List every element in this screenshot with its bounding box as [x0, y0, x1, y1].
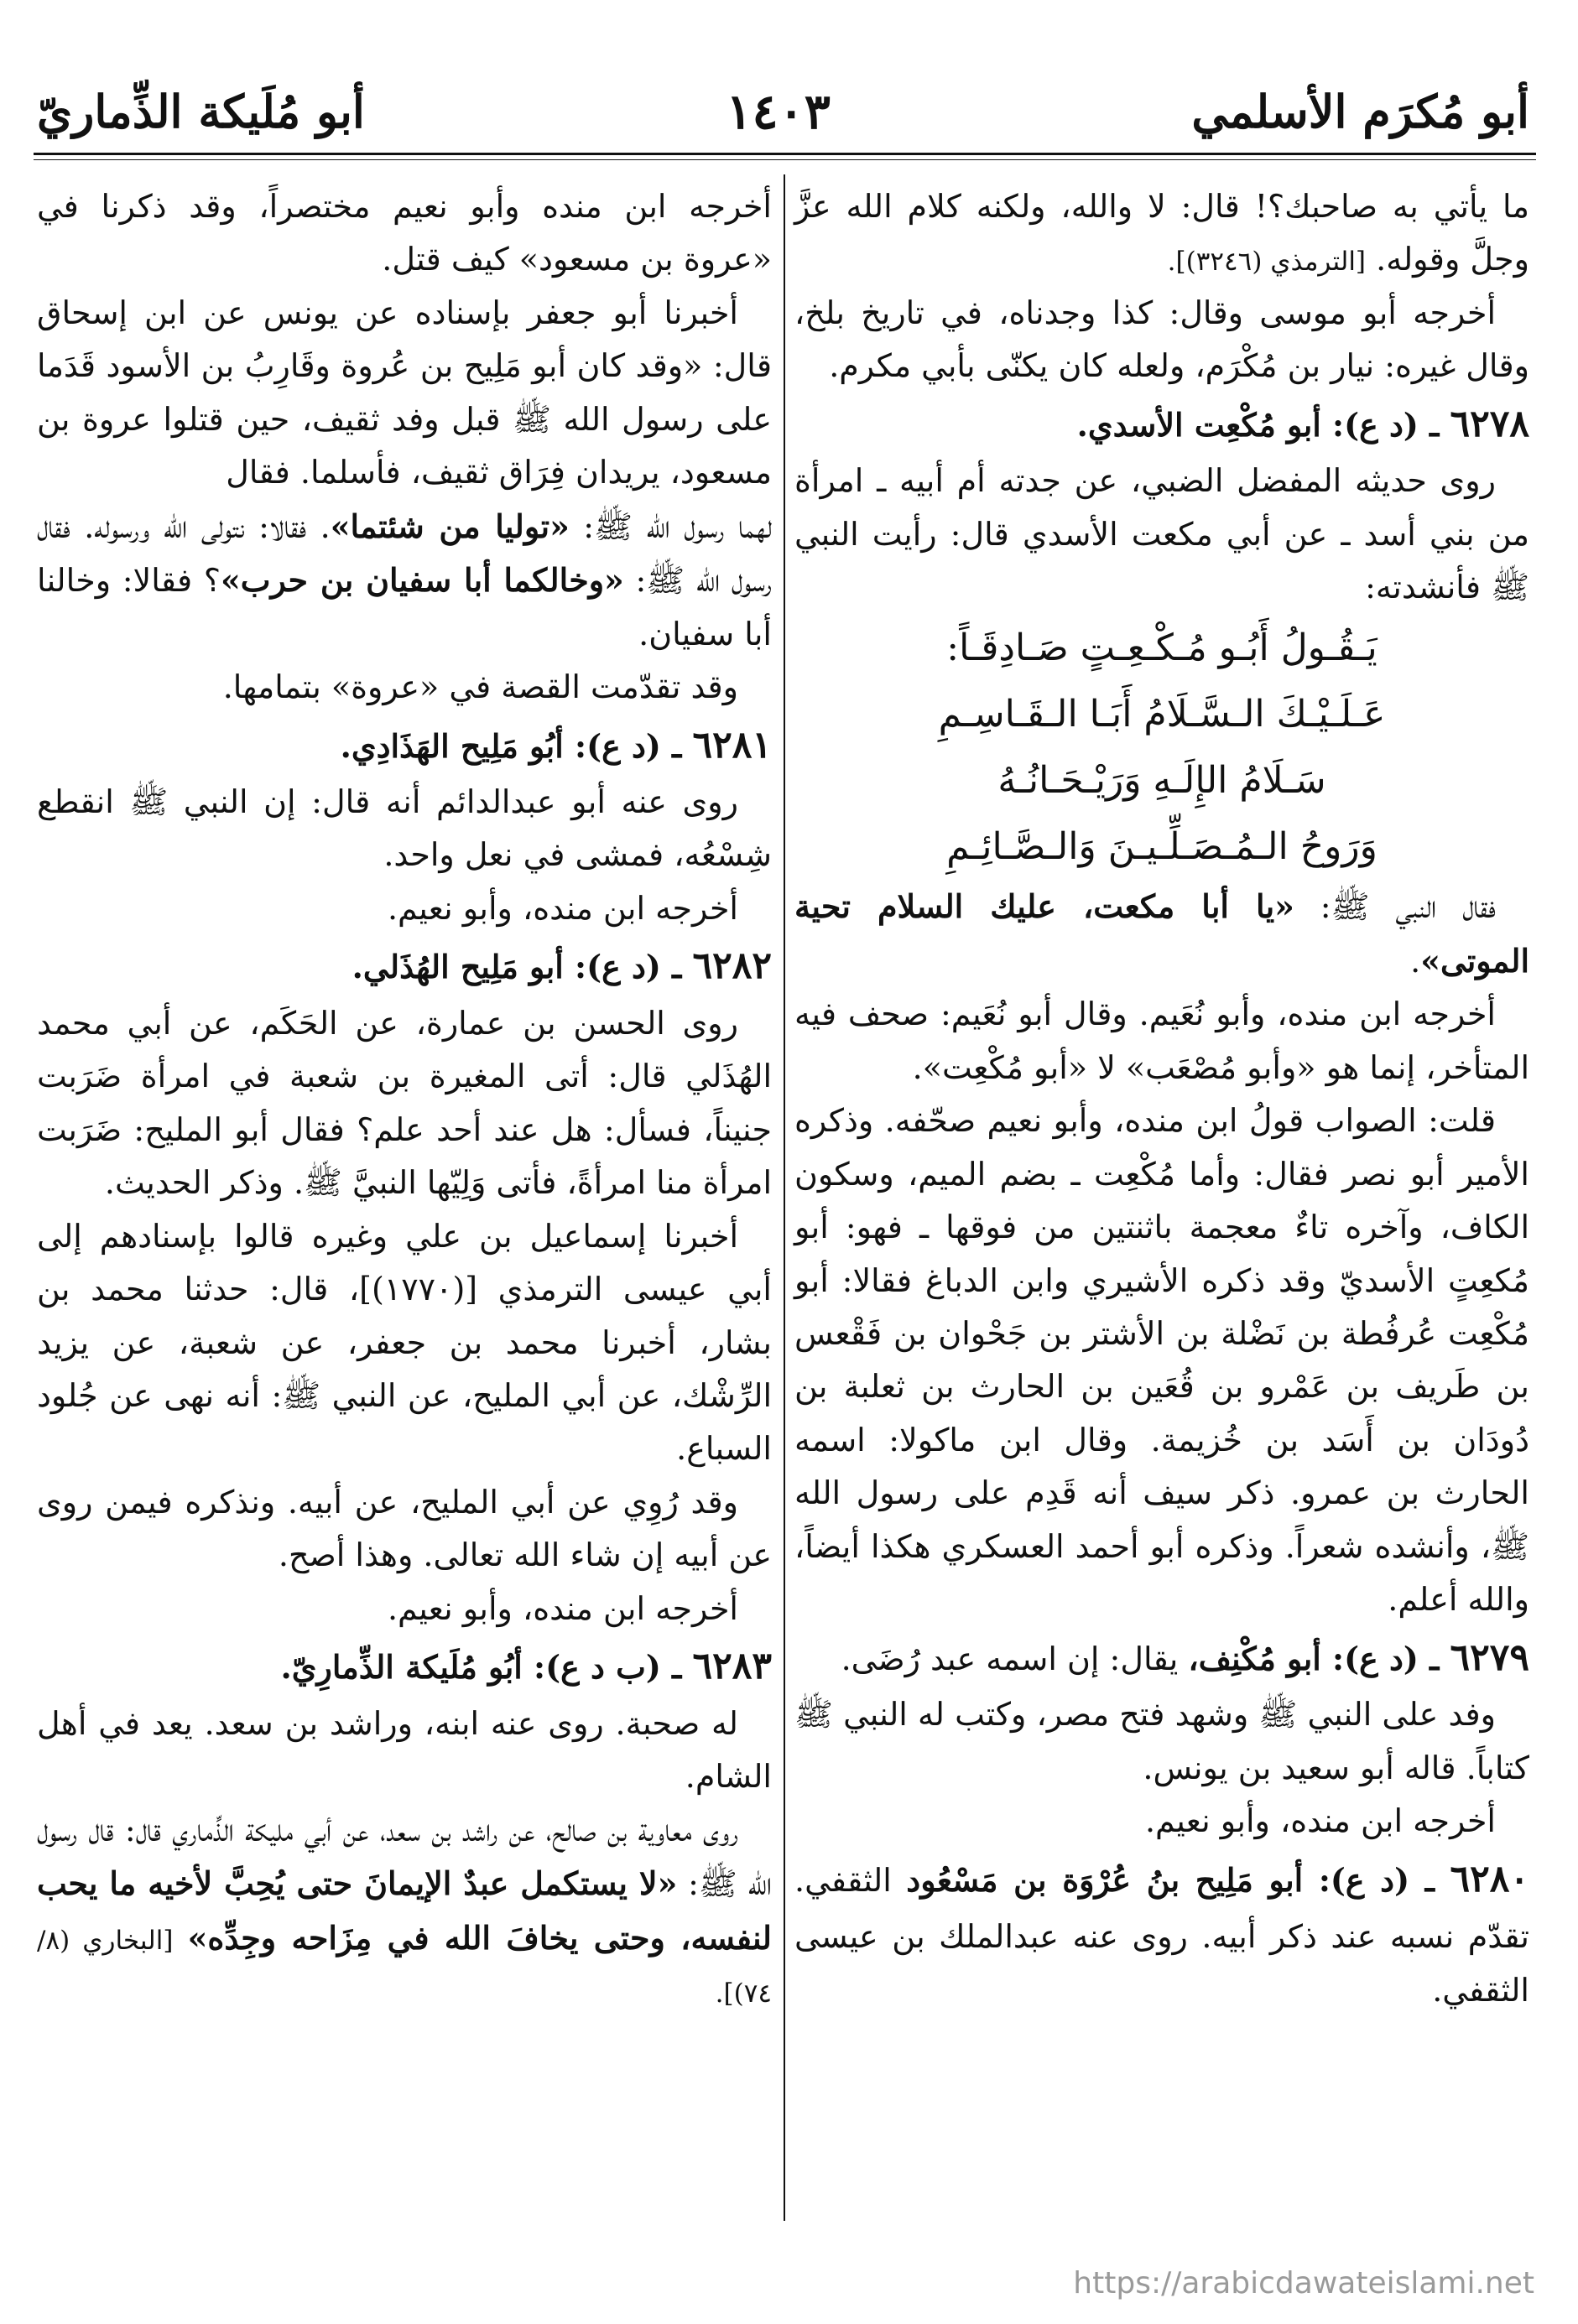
entry-sigla: ـ (د ع): — [1320, 405, 1450, 444]
entry-heading — [794, 1627, 1529, 1688]
paragraph — [37, 1210, 772, 1476]
citation: [الترمذي (٣٢٤٦)]. — [1167, 247, 1367, 278]
entry-sigla: ـ (د ع): — [1320, 1639, 1450, 1677]
paragraph — [37, 997, 772, 1210]
paragraph — [37, 180, 772, 287]
entry-heading — [794, 1848, 1529, 2018]
paragraph — [794, 1795, 1529, 1848]
entry-sigla: ـ (د ع): — [563, 726, 693, 765]
left-column — [37, 180, 772, 2018]
header-right-title: أبو مُكرَم الأسلمي — [1191, 85, 1529, 138]
paragraph — [37, 500, 772, 661]
paragraph-text: أخرجه ابن منده، وأبو نُعَيم. وقال أبو نُعَيم: صحف فيه المتأخر، إنما هو «وأبو مُصْعَب» لا «أبو مُكْعِت». — [794, 996, 1529, 1086]
paragraph-text: ؟ فقالا: وخالنا أبا سفيان. — [37, 562, 772, 652]
paragraph-text: . — [1410, 942, 1421, 980]
paragraph-text: روى عنه أبو عبدالدائم أنه قال: إن النبي ﷺ انقطع شِسْعُه، فمشى في نعل واحد. — [37, 783, 772, 874]
paragraph — [37, 882, 772, 935]
entry-text: الثقفي. تقدّم نسبه عند ذكر أبيه. روى عنه عبدالملك بن عيسى الثقفي. — [794, 1861, 1529, 2009]
paragraph — [37, 1804, 772, 2019]
poem-line: عَـلَـيْـكَ الـسَّـلَامُ أَبَـا الـقَـاسِـمِ — [938, 692, 1386, 736]
entry-title: أبُو مُلَيكة الذِّمارِيّ. — [280, 1648, 523, 1687]
entry-title: أبو مَلِيح بنُ عُرْوَة بن مَسْعُود — [906, 1860, 1304, 1899]
entry-number: ٦٢٨٢ — [692, 944, 772, 988]
paragraph-text: روى الحسن بن عمارة، عن الحَكَم، عن أبي محمد الهُذَلي قال: أتى المغيرة بن شعبة في امرأة ضَرَبت جنيناً، فسأل: هل عند أحد علم؟ فقال أبو المليح: ضَرَبت امرأة منا امرأةً، فأتى وَلِيّها النبيَّ ﷺ. وذكر الحديث. — [37, 1004, 772, 1202]
column-divider — [784, 174, 785, 2221]
paragraph-text: روى معاوية بن صالح، عن راشد بن سعد، عن أبي مليكة الذِّماري قال: قال رسول الله ﷺ: — [37, 1811, 772, 1903]
paragraph — [37, 1583, 772, 1635]
paragraph-text: روى حديثه المفضل الضبي، عن جدته أم أبيه ـ امرأة من بني أسد ـ عن أبي مكعت الأسدي قال: رأيت النبي ﷺ فأنشدته: — [794, 462, 1529, 606]
entry-title: أبو مُكْعِت الأسدي. — [1076, 405, 1321, 444]
entry-title: أبو مُكْنِف، — [1188, 1639, 1321, 1677]
paragraph — [794, 287, 1529, 393]
hadith-text: «يا أبا مكعت، عليك السلام تحية الموتى» — [794, 887, 1529, 980]
paragraph-text — [173, 1920, 187, 1957]
paragraph-text: أخرجه ابن منده وأبو نعيم مختصراً، وقد ذكرنا في «عروة بن مسعود» كيف قتل. — [37, 188, 772, 278]
entry-heading — [37, 715, 772, 776]
paragraph-text: أخرجه ابن منده، وأبو نعيم. — [1144, 1802, 1496, 1840]
paragraph — [794, 880, 1529, 988]
paragraph-text: لهما رسول الله ﷺ: — [569, 507, 773, 545]
paragraph — [794, 180, 1529, 287]
entry-title: أبُو مَلِيح الهَذَادِي. — [340, 726, 564, 765]
paragraph-text: . فقالا: نتولى الله ورسوله. فقال رسول الله ﷺ: — [37, 507, 773, 600]
entry-sigla: ـ (د ع): — [1303, 1860, 1450, 1899]
paragraph — [37, 776, 772, 882]
paragraph-text: وقد تقدّمت القصة في «عروة» بتمامها. — [222, 668, 738, 706]
paragraph — [37, 661, 772, 714]
watermark: https://arabicdawateislami.net — [1073, 2266, 1534, 2301]
entry-number: ٦٢٨٣ — [692, 1645, 772, 1688]
paragraph-text: أخرجه أبو موسى وقال: كذا وجدناه، في تاريخ بلخ، وقال غيره: نيار بن مُكْرَم، ولعله كان يكنّى بأبي مكرم. — [794, 294, 1529, 385]
paragraph-text: أخبرنا إسماعيل بن علي وغيره قالوا بإسنادهم إلى أبي عيسى الترمذي [(١٧٧٠)]، قال: حدثنا محمد بن بشار، أخبرنا محمد بن جعفر، عن شعبة، عن يزيد الرِّشْك، عن أبي المليح، عن النبي ﷺ: أنه نهى عن جُلود السباع. — [37, 1217, 772, 1468]
header-left-title: أبو مُلَيكة الذِّماريّ — [37, 85, 365, 138]
entry-sigla: ـ (ب د ع): — [522, 1648, 693, 1687]
entry-number: ٦٢٧٩ — [1450, 1635, 1529, 1679]
entry-number: ٦٢٧٨ — [1450, 402, 1529, 445]
paragraph — [37, 1698, 772, 1804]
paragraph-text: له صحبة. روى عنه ابنه، وراشد بن سعد. يعد في أهل الشام. — [37, 1704, 772, 1796]
paragraph-text: ما يأتي به صاحبك؟! قال: لا والله، ولكنه كلام الله عزَّ وجلَّ وقوله. — [794, 188, 1529, 278]
citation: [البخاري (٨/ ٧٤)]. — [37, 1925, 772, 2009]
entry-text: يقال: إن اسمه عبد رُضَى. — [841, 1640, 1189, 1677]
entry-heading — [794, 393, 1529, 455]
paragraph-text: وقد رُوِي عن أبي المليح، عن أبيه. ونذكره فيمن روى عن أبيه إن شاء الله تعالى. وهذا أصح. — [37, 1483, 772, 1574]
paragraph — [794, 1094, 1529, 1627]
poem-line: يَـقُـولُ أَبُـو مُـكْـعِـتٍ صَـادِقَـاً: — [946, 626, 1377, 669]
paragraph-text: وفد على النبي ﷺ وشهد فتح مصر، وكتب له النبي ﷺ كتاباً. قاله أبو سعيد بن يونس. — [794, 1696, 1529, 1786]
paragraph — [794, 455, 1529, 614]
right-column — [794, 180, 1529, 2018]
hadith-text: «توليا من شئتما» — [330, 507, 570, 545]
paragraph-text: أخرجه ابن منده، وأبو نعيم. — [387, 1589, 738, 1627]
hadith-text: «وخالكما أبا سفيان بن حرب» — [221, 561, 624, 600]
entry-number: ٦٢٨٠ — [1450, 1857, 1530, 1900]
header-rule-thin — [34, 159, 1536, 160]
entry-heading — [37, 935, 772, 996]
paragraph — [794, 988, 1529, 1094]
poem-line: سَـلَامُ الإِلَـهِ وَرَيْـحَـانُـهُ — [997, 759, 1326, 803]
paragraph-text: قلت: الصواب قولُ ابن منده، وأبو نعيم صحّفه. وذكره الأمير أبو نصر فقال: وأما مُكْعِت ـ بضم الميم، وسكون الكاف، وآخره تاءٌ معجمة باثنتين من فوقها ـ فهو: أبو مُكعِتٍ الأسديّ وقد ذكره الأشيري وابن الدباغ فقالا: أبو مُكْعِت عُرفُطة بن نَضْلة بن الأشتر بن جَحْوان بن فَقْعس بن طَريف بن عَمْرو بن قُعَين بن الحارث بن ثعلبة بن دُودَان بن أَسَد بن خُزيمة. وقال ابن ماكولا: اسمه الحارث بن عمرو. ذكر سيف أنه قَدِم على رسول الله ﷺ، وأنشده شعراً. وذكره أبو أحمد العسكري هكذا أيضاً، والله أعلم. — [794, 1102, 1529, 1619]
paragraph-text: فقال النبي ﷺ: — [1294, 888, 1496, 926]
page-number: ١٤٠٣ — [726, 83, 831, 140]
entry-number: ٦٢٨١ — [692, 723, 772, 767]
hadith-text: «لا يستكمل عبدٌ الإيمانَ حتى يُحِبَّ لأخيه ما يحب لنفسه، وحتى يخافَ الله في مِزَاحه وجِدِّه» — [37, 1864, 772, 1957]
paragraph-text: أخرجه ابن منده، وأبو نعيم. — [387, 889, 738, 927]
page-header — [37, 77, 1529, 146]
poem — [794, 615, 1529, 881]
poem-line: وَرَوحُ الـمُـصَـلِّـيـنَ وَالـصَّـائِـمِ — [946, 825, 1377, 869]
paragraph — [37, 287, 772, 500]
paragraph — [37, 1476, 772, 1583]
entry-title: أبو مَلِيح الهُذَلي. — [352, 948, 564, 986]
paragraph — [794, 1688, 1529, 1795]
entry-sigla: ـ (د ع): — [563, 948, 693, 986]
entry-heading — [37, 1635, 772, 1697]
paragraph-text: أخبرنا أبو جعفر بإسناده عن يونس عن ابن إسحاق قال: «وقد كان أبو مَلِيح بن عُروة وقَارِبُ بن الأسود قَدَما على رسول الله ﷺ قبل وفد ثقيف، حين قتلوا عروة بن مسعود، يريدان فِرَاق ثقيف، فأسلما. فقال — [37, 294, 772, 491]
header-rule — [34, 153, 1536, 155]
